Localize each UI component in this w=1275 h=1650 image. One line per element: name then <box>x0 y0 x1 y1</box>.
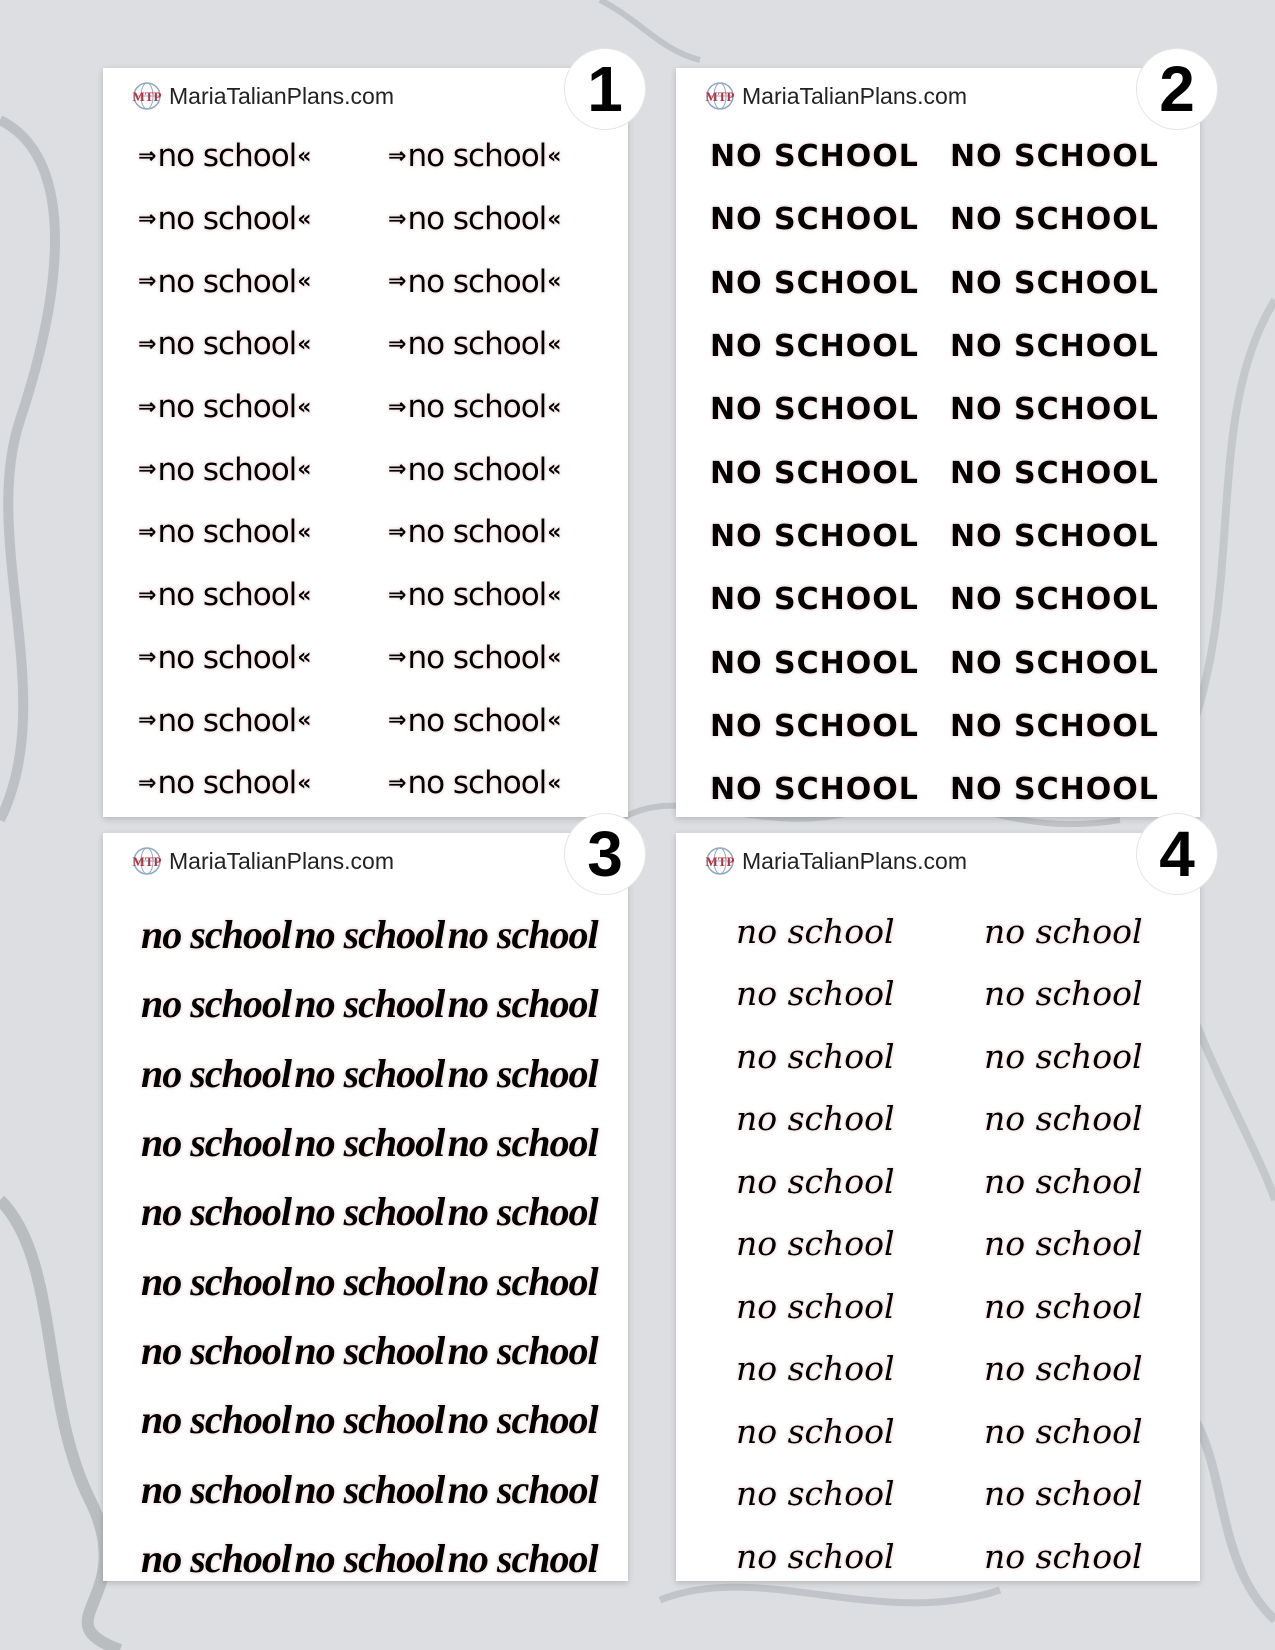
no-school-sticker <box>138 752 358 815</box>
no-school-sticker: no school <box>984 1036 1143 1076</box>
no-school-sticker: NO SCHOOL <box>950 772 1159 808</box>
no-school-sticker: no school <box>447 912 598 958</box>
sticker-grid <box>141 900 601 1593</box>
no-school-sticker: no school <box>984 1536 1143 1576</box>
no-school-sticker: no school <box>736 1411 895 1451</box>
no-school-sticker: no school <box>294 912 445 958</box>
no-school-sticker: no school <box>736 1161 895 1201</box>
no-school-sticker <box>358 564 578 627</box>
no-school-sticker <box>358 752 578 815</box>
fletching-flourish-icon: « <box>297 143 311 169</box>
sheet-number-badge: 3 <box>564 813 646 895</box>
no-school-sticker: no school <box>294 1258 445 1304</box>
no-school-sticker: no school <box>984 1099 1143 1139</box>
fletching-flourish-icon: « <box>547 331 561 357</box>
brand-text: MariaTalianPlans.com <box>169 847 394 874</box>
no-school-sticker: no school <box>736 1224 895 1264</box>
arrow-flourish-icon: ⇒ <box>138 457 156 483</box>
sticker-text: no school <box>157 389 297 426</box>
no-school-sticker: no school <box>736 974 895 1014</box>
arrow-flourish-icon: ⇒ <box>138 331 156 357</box>
arrow-flourish-icon: ⇒ <box>388 331 406 357</box>
sticker-sheet-1 <box>103 53 628 817</box>
fletching-flourish-icon: « <box>547 394 561 420</box>
no-school-sticker: no school <box>294 1050 445 1096</box>
brand-text: MariaTalianPlans.com <box>169 82 394 109</box>
no-school-sticker: NO SCHOOL <box>710 518 919 554</box>
fletching-flourish-icon: « <box>297 331 311 357</box>
no-school-sticker: NO SCHOOL <box>950 518 1159 554</box>
no-school-sticker: no school <box>294 1397 445 1443</box>
no-school-sticker: no school <box>447 1120 598 1166</box>
arrow-flourish-icon: ⇒ <box>388 645 406 671</box>
no-school-sticker: no school <box>736 1474 895 1514</box>
no-school-sticker: no school <box>447 1397 598 1443</box>
no-school-sticker: NO SCHOOL <box>950 202 1159 238</box>
no-school-sticker <box>358 501 578 564</box>
no-school-sticker: no school <box>447 1189 598 1235</box>
no-school-sticker <box>358 438 578 501</box>
no-school-sticker: no school <box>984 1474 1143 1514</box>
no-school-sticker: no school <box>294 1327 445 1373</box>
no-school-sticker: no school <box>447 1327 598 1373</box>
no-school-sticker: no school <box>447 981 598 1027</box>
sticker-text: no school <box>157 639 297 676</box>
no-school-sticker: NO SCHOOL <box>710 455 919 491</box>
arrow-flourish-icon: ⇒ <box>138 519 156 545</box>
sticker-text: no school <box>157 263 297 300</box>
no-school-sticker: no school <box>984 1161 1143 1201</box>
no-school-sticker: NO SCHOOL <box>710 265 919 301</box>
svg-text:MTP: MTP <box>132 854 162 869</box>
no-school-sticker: no school <box>141 1050 291 1096</box>
sticker-grid <box>710 125 1170 821</box>
no-school-sticker: no school <box>447 1258 598 1304</box>
sticker-text: no school <box>157 138 297 175</box>
no-school-sticker: NO SCHOOL <box>710 708 919 744</box>
sticker-text: no school <box>407 702 547 739</box>
fletching-flourish-icon: « <box>547 143 561 169</box>
no-school-sticker <box>138 438 358 501</box>
sticker-grid <box>736 900 1156 1588</box>
arrow-flourish-icon: ⇒ <box>388 206 406 232</box>
no-school-sticker: NO SCHOOL <box>950 455 1159 491</box>
arrow-flourish-icon: ⇒ <box>388 770 406 796</box>
no-school-sticker <box>138 689 358 752</box>
no-school-sticker <box>358 125 578 188</box>
no-school-sticker: NO SCHOOL <box>710 582 919 618</box>
sticker-text: no school <box>157 451 297 488</box>
sticker-text: no school <box>157 702 297 739</box>
no-school-sticker: no school <box>984 1286 1143 1326</box>
sticker-sheet-4 <box>676 818 1200 1581</box>
sticker-text: no school <box>157 326 297 363</box>
fletching-flourish-icon: « <box>297 457 311 483</box>
sticker-text: no school <box>157 514 297 551</box>
fletching-flourish-icon: « <box>297 770 311 796</box>
sticker-text: no school <box>407 138 547 175</box>
globe-logo-icon <box>702 846 738 876</box>
no-school-sticker: NO SCHOOL <box>950 645 1159 681</box>
arrow-flourish-icon: ⇒ <box>388 457 406 483</box>
sticker-text: no school <box>157 765 297 802</box>
no-school-sticker: no school <box>294 1466 445 1512</box>
arrow-flourish-icon: ⇒ <box>138 582 156 608</box>
no-school-sticker <box>358 627 578 690</box>
no-school-sticker: NO SCHOOL <box>710 772 919 808</box>
sticker-text: no school <box>407 451 547 488</box>
no-school-sticker <box>138 188 358 251</box>
no-school-sticker: no school <box>984 1224 1143 1264</box>
no-school-sticker <box>138 313 358 376</box>
no-school-sticker <box>138 627 358 690</box>
brand-header <box>702 81 967 111</box>
sticker-sheet-2 <box>676 53 1200 817</box>
no-school-sticker: no school <box>141 912 291 958</box>
arrow-flourish-icon: ⇒ <box>388 582 406 608</box>
brand-header <box>702 846 967 876</box>
no-school-sticker: NO SCHOOL <box>950 708 1159 744</box>
fletching-flourish-icon: « <box>547 708 561 734</box>
sticker-text: no school <box>407 389 547 426</box>
arrow-flourish-icon: ⇒ <box>388 143 406 169</box>
no-school-sticker <box>138 125 358 188</box>
no-school-sticker: no school <box>141 1466 291 1512</box>
sticker-text: no school <box>157 577 297 614</box>
no-school-sticker: no school <box>736 1536 895 1576</box>
no-school-sticker: NO SCHOOL <box>710 645 919 681</box>
fletching-flourish-icon: « <box>297 708 311 734</box>
fletching-flourish-icon: « <box>297 394 311 420</box>
arrow-flourish-icon: ⇒ <box>138 269 156 295</box>
sticker-text: no school <box>407 514 547 551</box>
arrow-flourish-icon: ⇒ <box>388 269 406 295</box>
no-school-sticker: NO SCHOOL <box>950 329 1159 365</box>
no-school-sticker: no school <box>447 1535 598 1581</box>
fletching-flourish-icon: « <box>297 519 311 545</box>
fletching-flourish-icon: « <box>297 269 311 295</box>
no-school-sticker: no school <box>736 1286 895 1326</box>
no-school-sticker: no school <box>984 1411 1143 1451</box>
no-school-sticker: no school <box>736 1349 895 1389</box>
no-school-sticker: NO SCHOOL <box>950 139 1159 175</box>
sticker-text: no school <box>407 577 547 614</box>
fletching-flourish-icon: « <box>297 582 311 608</box>
brand-text: MariaTalianPlans.com <box>742 847 967 874</box>
no-school-sticker <box>358 376 578 439</box>
no-school-sticker: no school <box>984 911 1143 951</box>
svg-text:MTP: MTP <box>132 89 162 104</box>
svg-text:MTP: MTP <box>705 854 735 869</box>
sticker-sheet-3 <box>103 818 628 1581</box>
no-school-sticker: NO SCHOOL <box>710 139 919 175</box>
fletching-flourish-icon: « <box>547 206 561 232</box>
arrow-flourish-icon: ⇒ <box>138 206 156 232</box>
fletching-flourish-icon: « <box>297 206 311 232</box>
no-school-sticker: no school <box>294 1120 445 1166</box>
fletching-flourish-icon: « <box>547 582 561 608</box>
arrow-flourish-icon: ⇒ <box>388 394 406 420</box>
no-school-sticker: no school <box>141 1535 291 1581</box>
arrow-flourish-icon: ⇒ <box>388 519 406 545</box>
no-school-sticker: no school <box>141 1327 291 1373</box>
arrow-flourish-icon: ⇒ <box>138 708 156 734</box>
arrow-flourish-icon: ⇒ <box>138 394 156 420</box>
no-school-sticker <box>138 501 358 564</box>
no-school-sticker <box>138 250 358 313</box>
no-school-sticker <box>358 188 578 251</box>
fletching-flourish-icon: « <box>547 770 561 796</box>
sticker-text: no school <box>407 326 547 363</box>
sheet-number-badge: 4 <box>1136 813 1218 895</box>
no-school-sticker: NO SCHOOL <box>950 265 1159 301</box>
sticker-text: no school <box>407 263 547 300</box>
sticker-grid <box>138 125 578 815</box>
no-school-sticker: NO SCHOOL <box>710 392 919 428</box>
fletching-flourish-icon: « <box>297 645 311 671</box>
no-school-sticker: no school <box>447 1466 598 1512</box>
globe-logo-icon <box>702 81 738 111</box>
arrow-flourish-icon: ⇒ <box>138 770 156 796</box>
fletching-flourish-icon: « <box>547 645 561 671</box>
no-school-sticker <box>358 689 578 752</box>
no-school-sticker <box>358 250 578 313</box>
sticker-text: no school <box>407 765 547 802</box>
no-school-sticker: NO SCHOOL <box>710 329 919 365</box>
sheet-number-badge: 2 <box>1136 48 1218 130</box>
no-school-sticker: no school <box>736 911 895 951</box>
svg-text:MTP: MTP <box>705 89 735 104</box>
no-school-sticker: no school <box>294 981 445 1027</box>
fletching-flourish-icon: « <box>547 519 561 545</box>
no-school-sticker <box>138 376 358 439</box>
globe-logo-icon <box>129 81 165 111</box>
arrow-flourish-icon: ⇒ <box>388 708 406 734</box>
brand-text: MariaTalianPlans.com <box>742 82 967 109</box>
no-school-sticker: no school <box>984 1349 1143 1389</box>
sticker-text: no school <box>157 201 297 238</box>
no-school-sticker: NO SCHOOL <box>950 582 1159 618</box>
no-school-sticker: no school <box>984 974 1143 1014</box>
no-school-sticker: NO SCHOOL <box>710 202 919 238</box>
sticker-text: no school <box>407 201 547 238</box>
sheet-number-badge: 1 <box>564 48 646 130</box>
no-school-sticker <box>358 313 578 376</box>
no-school-sticker: no school <box>736 1099 895 1139</box>
arrow-flourish-icon: ⇒ <box>138 645 156 671</box>
no-school-sticker: no school <box>141 1397 291 1443</box>
no-school-sticker: no school <box>141 1258 291 1304</box>
no-school-sticker: NO SCHOOL <box>950 392 1159 428</box>
sticker-text: no school <box>407 639 547 676</box>
fletching-flourish-icon: « <box>547 457 561 483</box>
no-school-sticker: no school <box>141 1120 291 1166</box>
globe-logo-icon <box>129 846 165 876</box>
no-school-sticker <box>138 564 358 627</box>
no-school-sticker: no school <box>736 1036 895 1076</box>
arrow-flourish-icon: ⇒ <box>138 143 156 169</box>
brand-header <box>129 81 394 111</box>
no-school-sticker: no school <box>447 1050 598 1096</box>
no-school-sticker: no school <box>294 1535 445 1581</box>
fletching-flourish-icon: « <box>547 269 561 295</box>
no-school-sticker: no school <box>141 981 291 1027</box>
brand-header <box>129 846 394 876</box>
no-school-sticker: no school <box>141 1189 291 1235</box>
no-school-sticker: no school <box>294 1189 445 1235</box>
